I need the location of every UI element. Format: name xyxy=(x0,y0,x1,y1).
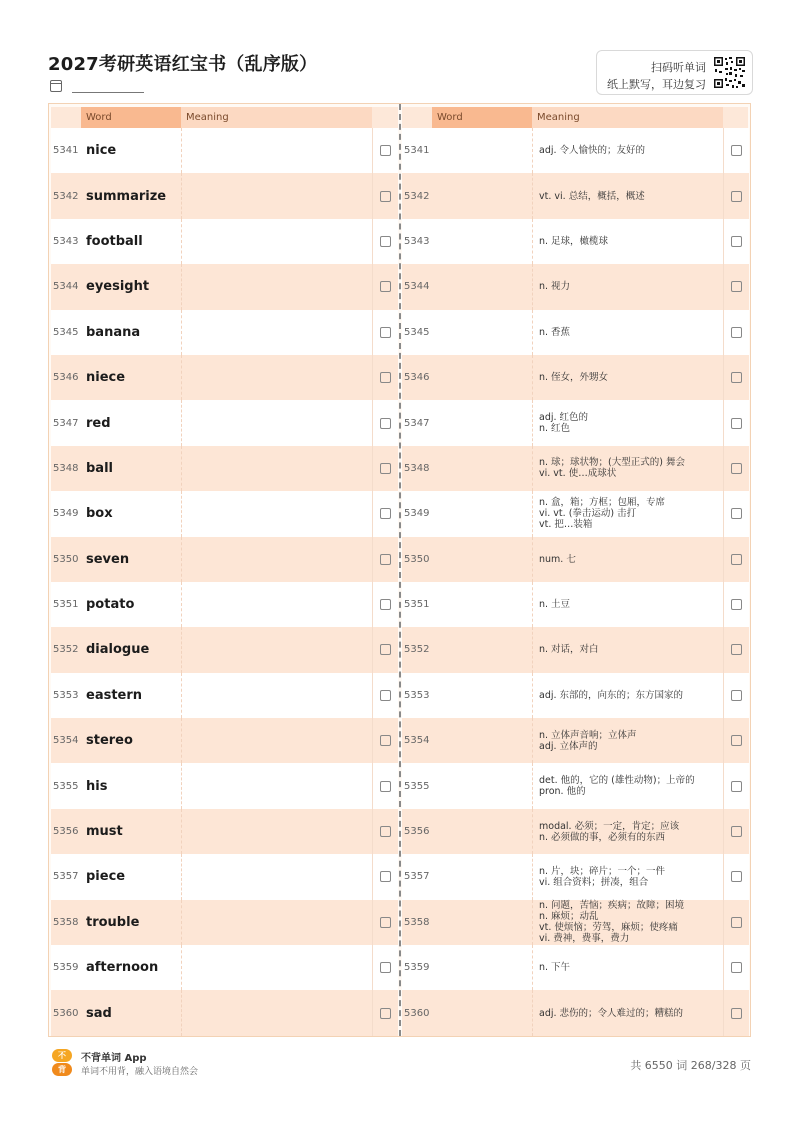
word-blank xyxy=(432,128,532,173)
word-blank xyxy=(432,264,532,309)
word-number: 5347 xyxy=(404,417,430,429)
word-number: 5348 xyxy=(404,462,430,474)
word-rows xyxy=(51,128,398,1036)
meaning-text: n. 足球，橄榄球 xyxy=(532,219,723,264)
word-blank xyxy=(432,718,532,763)
checkbox[interactable] xyxy=(731,917,742,928)
meaning-text: n. 视力 xyxy=(532,264,723,309)
word-number: 5341 xyxy=(53,145,79,157)
meaning-text: n. 对话，对白 xyxy=(532,627,723,672)
word-number: 5344 xyxy=(404,281,430,293)
app-name: 不背单词 App xyxy=(81,1053,147,1064)
answer-column xyxy=(402,107,748,1036)
check-cell xyxy=(723,582,749,627)
checkbox[interactable] xyxy=(380,917,391,928)
meaning-text: n. 问题，苦恼；疾病；故障；困境 n. 麻烦；动乱 vt. 使烦恼；劳驾，麻烦；使疼痛 vi. 费神，费事，费力 xyxy=(532,900,723,945)
word-text: banana xyxy=(86,324,141,340)
checkbox[interactable] xyxy=(731,554,742,565)
table-row xyxy=(51,854,398,899)
word-text: piece xyxy=(86,869,126,885)
check-cell xyxy=(723,310,749,355)
table-row xyxy=(51,673,398,718)
meaning-text: n. 球；球状物；(大型正式的) 舞会 vi. vt. 使…成球状 xyxy=(532,446,723,491)
check-cell xyxy=(372,809,398,854)
meaning-blank xyxy=(181,854,372,899)
word-text: trouble xyxy=(86,914,140,930)
word-number: 5350 xyxy=(404,553,430,565)
check-cell xyxy=(372,219,398,264)
word-text: niece xyxy=(86,370,126,386)
table-row xyxy=(402,173,748,218)
word-column-header: Word xyxy=(432,107,532,128)
checkbox[interactable] xyxy=(380,145,391,156)
table-row xyxy=(402,446,748,491)
check-cell xyxy=(723,854,749,899)
meaning-blank xyxy=(181,809,372,854)
checkbox[interactable] xyxy=(731,962,742,973)
word-number: 5360 xyxy=(53,1007,79,1019)
word-blank xyxy=(432,400,532,445)
word-number: 5358 xyxy=(53,916,79,928)
fold-line xyxy=(399,104,401,1036)
word-number: 5353 xyxy=(404,689,430,701)
meaning-text: adj. 悲伤的；令人难过的；糟糕的 xyxy=(532,990,723,1035)
check-cell xyxy=(723,673,749,718)
app-slogan: 单词不用背，融入语境自然会 xyxy=(81,1067,199,1077)
table-row xyxy=(402,128,748,173)
table-row xyxy=(51,310,398,355)
word-text: summarize xyxy=(86,188,167,204)
check-cell xyxy=(723,990,749,1035)
table-row xyxy=(402,854,748,899)
meaning-blank xyxy=(181,582,372,627)
word-number: 5345 xyxy=(404,326,430,338)
meaning-text: n. 土豆 xyxy=(532,582,723,627)
word-text: box xyxy=(86,506,113,522)
table-row xyxy=(402,355,748,400)
checkbox[interactable] xyxy=(380,1008,391,1019)
table-row xyxy=(402,900,748,945)
meaning-text: num. 七 xyxy=(532,537,723,582)
check-cell xyxy=(372,945,398,990)
word-text: football xyxy=(86,233,143,249)
meaning-text: modal. 必须；一定，肯定；应该 n. 必须做的事，必须有的东西 xyxy=(532,809,723,854)
word-blank xyxy=(432,627,532,672)
word-number: 5352 xyxy=(404,644,430,656)
word-blank xyxy=(432,854,532,899)
meaning-text: adj. 东部的，向东的；东方国家的 xyxy=(532,673,723,718)
calendar-icon xyxy=(50,80,62,92)
check-cell xyxy=(372,582,398,627)
word-text: red xyxy=(86,415,111,431)
check-cell xyxy=(372,310,398,355)
checkbox[interactable] xyxy=(731,372,742,383)
word-text: potato xyxy=(86,597,135,613)
check-cell xyxy=(723,355,749,400)
meaning-blank xyxy=(181,900,372,945)
checkbox[interactable] xyxy=(380,644,391,655)
word-number: 5343 xyxy=(404,235,430,247)
checkbox[interactable] xyxy=(380,690,391,701)
checkbox[interactable] xyxy=(380,463,391,474)
word-text: ball xyxy=(86,460,113,476)
table-row xyxy=(402,809,748,854)
meaning-text: n. 立体声音响；立体声 adj. 立体声的 xyxy=(532,718,723,763)
checkbox[interactable] xyxy=(380,962,391,973)
checkbox[interactable] xyxy=(731,508,742,519)
word-blank xyxy=(432,900,532,945)
checkbox[interactable] xyxy=(731,327,742,338)
word-number: 5350 xyxy=(53,553,79,565)
meaning-column-header: Meaning xyxy=(532,107,723,128)
word-number: 5345 xyxy=(53,326,79,338)
meaning-text: adj. 红色的 n. 红色 xyxy=(532,400,723,445)
word-number: 5346 xyxy=(53,372,79,384)
qr-text-scan: 扫码听单词 xyxy=(651,61,706,74)
check-cell xyxy=(372,173,398,218)
word-number: 5355 xyxy=(53,780,79,792)
table-row xyxy=(402,945,748,990)
word-number: 5357 xyxy=(404,871,430,883)
meaning-text: n. 下午 xyxy=(532,945,723,990)
checkbox[interactable] xyxy=(380,735,391,746)
check-cell xyxy=(372,990,398,1035)
table-row xyxy=(51,537,398,582)
checkbox[interactable] xyxy=(380,826,391,837)
check-cell xyxy=(723,264,749,309)
check-cell xyxy=(723,173,749,218)
table-row xyxy=(51,809,398,854)
meaning-blank xyxy=(181,718,372,763)
word-number: 5354 xyxy=(404,735,430,747)
checkbox[interactable] xyxy=(731,826,742,837)
qr-text-review: 纸上默写，耳边复习 xyxy=(607,78,706,91)
word-blank xyxy=(432,809,532,854)
word-text: afternoon xyxy=(86,960,159,976)
checkbox[interactable] xyxy=(731,1008,742,1019)
word-text: eyesight xyxy=(86,279,150,295)
table-header xyxy=(51,107,398,128)
meaning-blank xyxy=(181,173,372,218)
word-blank xyxy=(432,945,532,990)
checkbox[interactable] xyxy=(380,781,391,792)
check-cell xyxy=(372,128,398,173)
word-number: 5342 xyxy=(53,190,79,202)
check-cell xyxy=(723,400,749,445)
table-row xyxy=(51,400,398,445)
word-number: 5346 xyxy=(404,372,430,384)
meaning-blank xyxy=(181,219,372,264)
checkbox[interactable] xyxy=(731,871,742,882)
checkbox[interactable] xyxy=(380,554,391,565)
table-row xyxy=(402,310,748,355)
checkbox[interactable] xyxy=(380,281,391,292)
checkbox[interactable] xyxy=(380,508,391,519)
word-number: 5357 xyxy=(53,871,79,883)
word-blank xyxy=(432,310,532,355)
word-number: 5349 xyxy=(53,508,79,520)
word-blank xyxy=(432,355,532,400)
meaning-blank xyxy=(181,990,372,1035)
word-number: 5348 xyxy=(53,462,79,474)
check-cell xyxy=(372,355,398,400)
check-cell xyxy=(372,763,398,808)
checkbox[interactable] xyxy=(380,372,391,383)
word-text: eastern xyxy=(86,687,143,703)
checkbox[interactable] xyxy=(731,463,742,474)
word-number: 5342 xyxy=(404,190,430,202)
word-text: seven xyxy=(86,551,130,567)
check-cell xyxy=(723,491,749,536)
word-blank xyxy=(432,219,532,264)
checkbox[interactable] xyxy=(731,644,742,655)
check-cell xyxy=(372,537,398,582)
table-row xyxy=(402,400,748,445)
check-cell xyxy=(723,627,749,672)
checkbox[interactable] xyxy=(731,599,742,610)
word-blank xyxy=(432,446,532,491)
word-number: 5360 xyxy=(404,1007,430,1019)
meaning-rows xyxy=(402,128,748,1036)
check-cell xyxy=(723,900,749,945)
meaning-text: n. 侄女，外甥女 xyxy=(532,355,723,400)
check-cell xyxy=(723,763,749,808)
word-number: 5351 xyxy=(404,599,430,611)
check-cell xyxy=(723,537,749,582)
table-row xyxy=(51,446,398,491)
word-column-header: Word xyxy=(81,107,181,128)
check-cell xyxy=(723,809,749,854)
table-row xyxy=(51,128,398,173)
table-row xyxy=(51,355,398,400)
table-row xyxy=(51,582,398,627)
meaning-blank xyxy=(181,673,372,718)
checkbox[interactable] xyxy=(380,191,391,202)
word-number: 5355 xyxy=(404,780,430,792)
checkbox[interactable] xyxy=(731,191,742,202)
word-number: 5351 xyxy=(53,599,79,611)
table-row xyxy=(402,673,748,718)
word-blank xyxy=(432,491,532,536)
table-row xyxy=(402,219,748,264)
word-number: 5344 xyxy=(53,281,79,293)
check-cell xyxy=(372,854,398,899)
check-cell xyxy=(723,446,749,491)
logo-top-char: 不 xyxy=(52,1049,72,1062)
word-number: 5352 xyxy=(53,644,79,656)
meaning-text: n. 片，块；碎片；一个；一件 vi. 组合资料；拼凑，组合 xyxy=(532,854,723,899)
checkbox[interactable] xyxy=(731,418,742,429)
meaning-text: vt. vi. 总结，概括，概述 xyxy=(532,173,723,218)
meaning-text: adj. 令人愉快的；友好的 xyxy=(532,128,723,173)
meaning-blank xyxy=(181,264,372,309)
word-blank xyxy=(432,173,532,218)
checkbox[interactable] xyxy=(731,145,742,156)
checkbox[interactable] xyxy=(380,236,391,247)
meaning-column-header: Meaning xyxy=(181,107,372,128)
table-row xyxy=(51,990,398,1035)
meaning-blank xyxy=(181,128,372,173)
check-cell xyxy=(372,627,398,672)
word-number: 5349 xyxy=(404,508,430,520)
check-cell xyxy=(372,673,398,718)
word-blank xyxy=(432,990,532,1035)
word-text: his xyxy=(86,778,108,794)
table-row xyxy=(402,582,748,627)
meaning-blank xyxy=(181,446,372,491)
meaning-blank xyxy=(181,537,372,582)
check-cell xyxy=(723,128,749,173)
check-cell xyxy=(372,491,398,536)
checkbox[interactable] xyxy=(380,871,391,882)
word-text: must xyxy=(86,824,123,840)
check-cell xyxy=(723,945,749,990)
table-row xyxy=(402,537,748,582)
table-row xyxy=(402,763,748,808)
word-text: stereo xyxy=(86,733,133,749)
word-text: sad xyxy=(86,1005,112,1021)
checkbox[interactable] xyxy=(731,281,742,292)
checkbox[interactable] xyxy=(380,418,391,429)
word-number: 5343 xyxy=(53,235,79,247)
checkbox[interactable] xyxy=(380,599,391,610)
table-row xyxy=(51,718,398,763)
check-cell xyxy=(723,718,749,763)
qr-audio-box[interactable] xyxy=(596,50,753,95)
meaning-blank xyxy=(181,310,372,355)
word-number: 5347 xyxy=(53,417,79,429)
page-info: 共 6550 词 268/328 页 xyxy=(630,1059,751,1072)
meaning-blank xyxy=(181,627,372,672)
meaning-blank xyxy=(181,491,372,536)
word-number: 5358 xyxy=(404,916,430,928)
meaning-blank xyxy=(181,763,372,808)
dictation-column xyxy=(51,107,398,1036)
word-blank xyxy=(432,537,532,582)
word-text: dialogue xyxy=(86,642,150,658)
meaning-text: n. 盒，箱；方框；包厢，专席 vi. vt. (拳击运动) 击打 vt. 把…装箱 xyxy=(532,491,723,536)
word-number: 5359 xyxy=(53,962,79,974)
table-row xyxy=(402,491,748,536)
table-row xyxy=(51,219,398,264)
meaning-text: n. 香蕉 xyxy=(532,310,723,355)
table-header xyxy=(402,107,748,128)
word-number: 5359 xyxy=(404,962,430,974)
table-row xyxy=(402,990,748,1035)
checkbox[interactable] xyxy=(731,735,742,746)
table-row xyxy=(402,627,748,672)
word-number: 5356 xyxy=(404,826,430,838)
app-logo xyxy=(52,1049,72,1077)
meaning-text: det. 他的，它的 (雄性动物)；上帝的 pron. 他的 xyxy=(532,763,723,808)
table-row xyxy=(51,945,398,990)
table-row xyxy=(402,264,748,309)
check-cell xyxy=(372,900,398,945)
check-cell xyxy=(372,264,398,309)
checkbox[interactable] xyxy=(731,781,742,792)
word-blank xyxy=(432,673,532,718)
check-cell xyxy=(372,718,398,763)
checkbox[interactable] xyxy=(380,327,391,338)
table-row xyxy=(51,491,398,536)
word-number: 5341 xyxy=(404,145,430,157)
qr-code-icon[interactable] xyxy=(713,56,746,89)
table-row xyxy=(51,900,398,945)
word-number: 5353 xyxy=(53,689,79,701)
logo-bottom-char: 背 xyxy=(52,1063,72,1076)
word-blank xyxy=(432,582,532,627)
date-blank-line xyxy=(72,92,144,93)
table-row xyxy=(51,763,398,808)
meaning-blank xyxy=(181,355,372,400)
word-number: 5354 xyxy=(53,735,79,747)
word-number: 5356 xyxy=(53,826,79,838)
checkbox[interactable] xyxy=(731,236,742,247)
meaning-blank xyxy=(181,945,372,990)
check-cell xyxy=(723,219,749,264)
table-row xyxy=(51,264,398,309)
word-blank xyxy=(432,763,532,808)
check-cell xyxy=(372,446,398,491)
page-title: 2027考研英语红宝书（乱序版） xyxy=(48,54,318,75)
word-text: nice xyxy=(86,143,117,159)
table-row xyxy=(402,718,748,763)
table-row xyxy=(51,173,398,218)
checkbox[interactable] xyxy=(731,690,742,701)
meaning-blank xyxy=(181,400,372,445)
table-row xyxy=(51,627,398,672)
check-cell xyxy=(372,400,398,445)
